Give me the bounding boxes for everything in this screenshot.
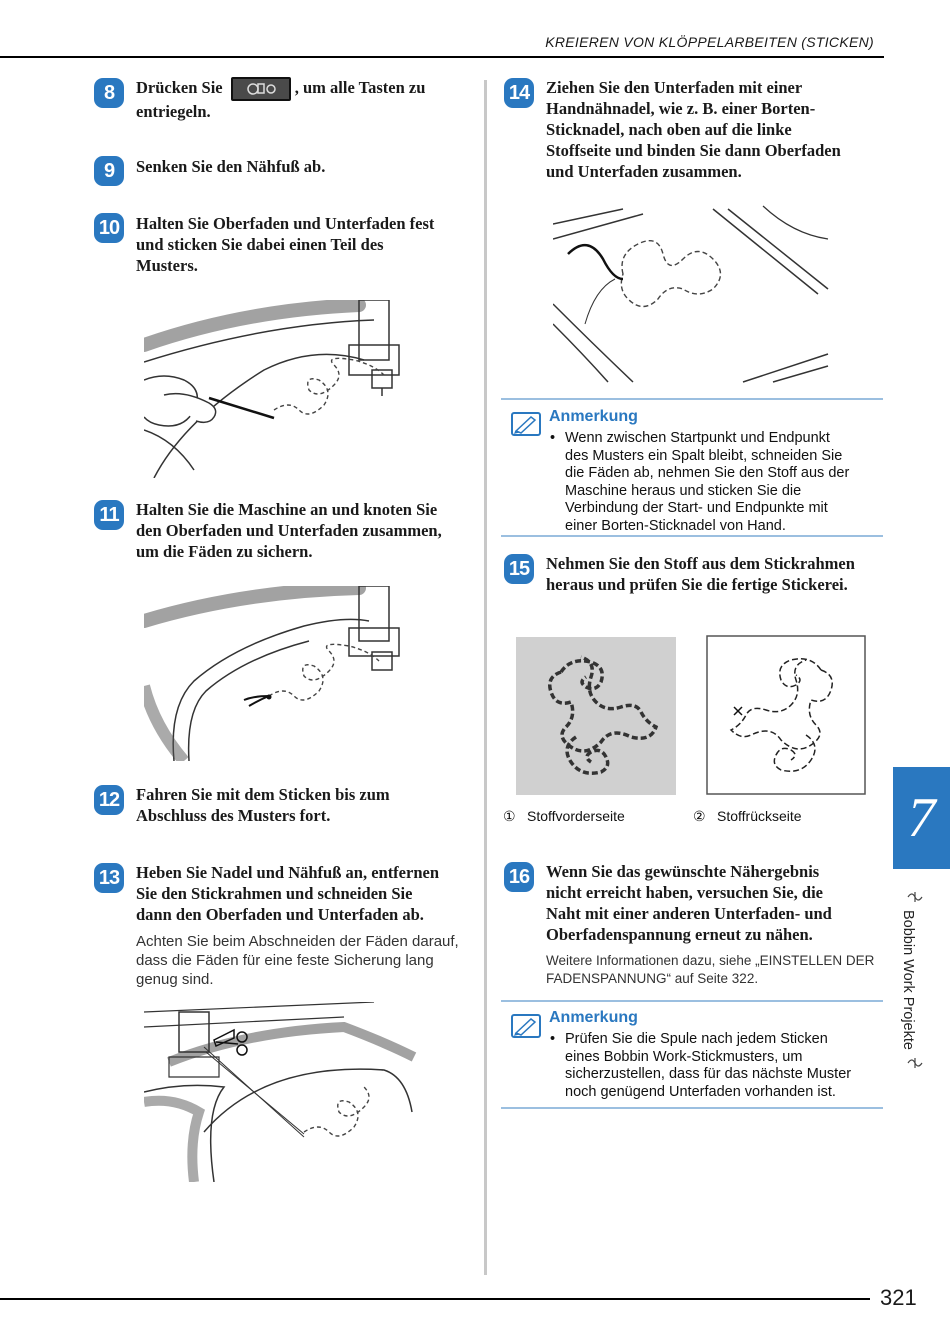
- figure-pull-bobbin-thread: [553, 204, 831, 384]
- step-15-text: [546, 553, 886, 595]
- step-16-text: [546, 861, 886, 945]
- step-8-text-after: , um alle Tasten zu: [294, 78, 426, 97]
- step-11-text: [136, 499, 481, 562]
- note-2-title: Anmerkung: [549, 1009, 638, 1026]
- step-10-text: [136, 213, 476, 276]
- figure-fabric-front: [516, 637, 676, 795]
- header-rule: [0, 56, 884, 58]
- step-9-number: 9: [94, 156, 124, 186]
- step-13-number: 13: [94, 863, 124, 893]
- step-8-text: [136, 77, 476, 122]
- step-15-line: Nehmen Sie den Stoff aus dem Stickrahmen: [546, 554, 855, 573]
- figure-hold-threads: [144, 300, 419, 478]
- ornament-icon: [906, 890, 924, 904]
- footer-rule: [0, 1298, 870, 1300]
- step-10-line: Musters.: [136, 256, 198, 275]
- column-divider: [484, 80, 487, 1275]
- step-12-line: Fahren Sie mit dem Sticken bis zum: [136, 785, 390, 804]
- note-2-bullet: •: [550, 1031, 556, 1047]
- step-16-number: 16: [504, 862, 534, 892]
- note-1-line: des Musters ein Spalt bleibt, schneiden Sie: [565, 447, 843, 464]
- step-14-number: 14: [504, 78, 534, 108]
- step-11-line: Halten Sie die Maschine an und knoten Sie: [136, 500, 438, 519]
- note-1-line: Verbindung der Start- und Endpunkte mit: [565, 500, 828, 516]
- step-10-number: 10: [94, 213, 124, 243]
- step-12-number: 12: [94, 785, 124, 815]
- chapter-side-label: [900, 890, 930, 1110]
- note-box-2: [501, 1000, 883, 1109]
- note-2-line: noch genügend Unterfaden vorhanden ist.: [565, 1083, 836, 1100]
- caption-front: Stoffvorderseite: [527, 808, 625, 824]
- step-14-line: Stoffseite und binden Sie dann Oberfaden: [546, 141, 841, 160]
- step-15-number: 15: [504, 554, 534, 584]
- step-10-line: Halten Sie Oberfaden und Unterfaden fest: [136, 214, 435, 233]
- step-16-line: Naht mit einer anderen Unterfaden- und: [546, 904, 832, 923]
- step-13-line: Heben Sie Nadel und Nähfuß an, entfernen: [136, 863, 440, 882]
- step-13-sub-line: Achten Sie beim Abschneiden der Fäden darauf,: [136, 933, 459, 950]
- step-16-sub-line: Weitere Informationen dazu, siehe „EINSTELLEN DER: [546, 953, 875, 968]
- note-2-line: Prüfen Sie die Spule nach jedem Sticken: [565, 1031, 828, 1047]
- step-16-line: nicht erreicht haben, versuchen Sie, die: [546, 883, 823, 902]
- step-16-sub-line: FADENSPANNUNG“ auf Seite 322.: [546, 971, 759, 986]
- ornament-icon: [906, 1056, 924, 1070]
- note-2-line: eines Bobbin Work-Stickmusters, um: [565, 1048, 803, 1065]
- figure-knot-threads: [144, 586, 419, 761]
- step-13-text: [136, 862, 481, 925]
- note-1-line: die Fäden ab, nehmen Sie den Stoff aus der: [565, 465, 850, 481]
- step-11-number: 11: [94, 500, 124, 530]
- step-16-subtext: [546, 952, 886, 988]
- pencil-note-icon: [511, 1014, 541, 1038]
- caption-back-num: ②: [693, 808, 706, 824]
- lock-release-icon: [231, 77, 291, 101]
- step-15-line: heraus und prüfen Sie die fertige Stickerei.: [546, 575, 848, 594]
- caption-back: Stoffrückseite: [717, 808, 802, 824]
- step-8-text-before: Drücken Sie: [136, 78, 223, 97]
- step-14-line: und Unterfaden zusammen.: [546, 162, 742, 181]
- note-1-text: [565, 430, 885, 535]
- page-number: 321: [880, 1285, 917, 1310]
- step-14-line: Handnähnadel, wie z. B. einer Borten-: [546, 99, 816, 118]
- step-8-number: 8: [94, 78, 124, 108]
- step-13-sub-line: dass die Fäden für eine feste Sicherung lang: [136, 952, 434, 969]
- note-1-line: Wenn zwischen Startpunkt und Endpunkt: [565, 430, 830, 446]
- chapter-tab[interactable]: 7: [893, 767, 950, 869]
- step-16-line: Wenn Sie das gewünschte Nähergebnis: [546, 862, 820, 881]
- note-1-title: Anmerkung: [549, 408, 638, 425]
- step-12-line: Abschluss des Musters fort.: [136, 806, 331, 825]
- step-13-line: dann den Oberfaden und Unterfaden ab.: [136, 905, 424, 924]
- step-11-line: um die Fäden zu sichern.: [136, 542, 313, 561]
- step-16-line: Oberfadenspannung erneut zu nähen.: [546, 925, 813, 944]
- step-13-line: Sie den Stickrahmen und schneiden Sie: [136, 884, 413, 903]
- step-8-text-line2: entriegeln.: [136, 102, 211, 122]
- figure-cut-threads: [144, 1002, 419, 1182]
- step-14-line: Ziehen Sie den Unterfaden mit einer: [546, 78, 803, 97]
- running-header: KREIEREN VON KLÖPPELARBEITEN (STICKEN): [545, 34, 874, 50]
- note-1-line: Maschine heraus und sticken Sie die: [565, 482, 802, 499]
- note-1-line: einer Borten-Sticknadel von Hand.: [565, 517, 786, 534]
- step-14-line: Sticknadel, nach oben auf die linke: [546, 120, 792, 139]
- step-14-text: [546, 77, 886, 182]
- step-11-line: den Oberfaden und Unterfaden zusammen,: [136, 521, 442, 540]
- pencil-note-icon: [511, 412, 541, 436]
- note-1-bullet: •: [550, 430, 556, 446]
- step-10-line: und sticken Sie dabei einen Teil des: [136, 235, 384, 254]
- note-box-1: [501, 398, 883, 537]
- note-2-line: sicherzustellen, dass für das nächste Muster: [565, 1066, 852, 1082]
- figure-fabric-back: [706, 635, 866, 795]
- step-9-text: Senken Sie den Nähfuß ab.: [136, 157, 326, 176]
- caption-front-num: ①: [503, 808, 516, 824]
- step-13-sub-line: genug sind.: [136, 971, 214, 988]
- step-12-text: [136, 784, 476, 826]
- chapter-side-text: Bobbin Work Projekte: [900, 910, 916, 1050]
- step-13-subtext: [136, 932, 481, 989]
- note-2-text: [565, 1031, 885, 1101]
